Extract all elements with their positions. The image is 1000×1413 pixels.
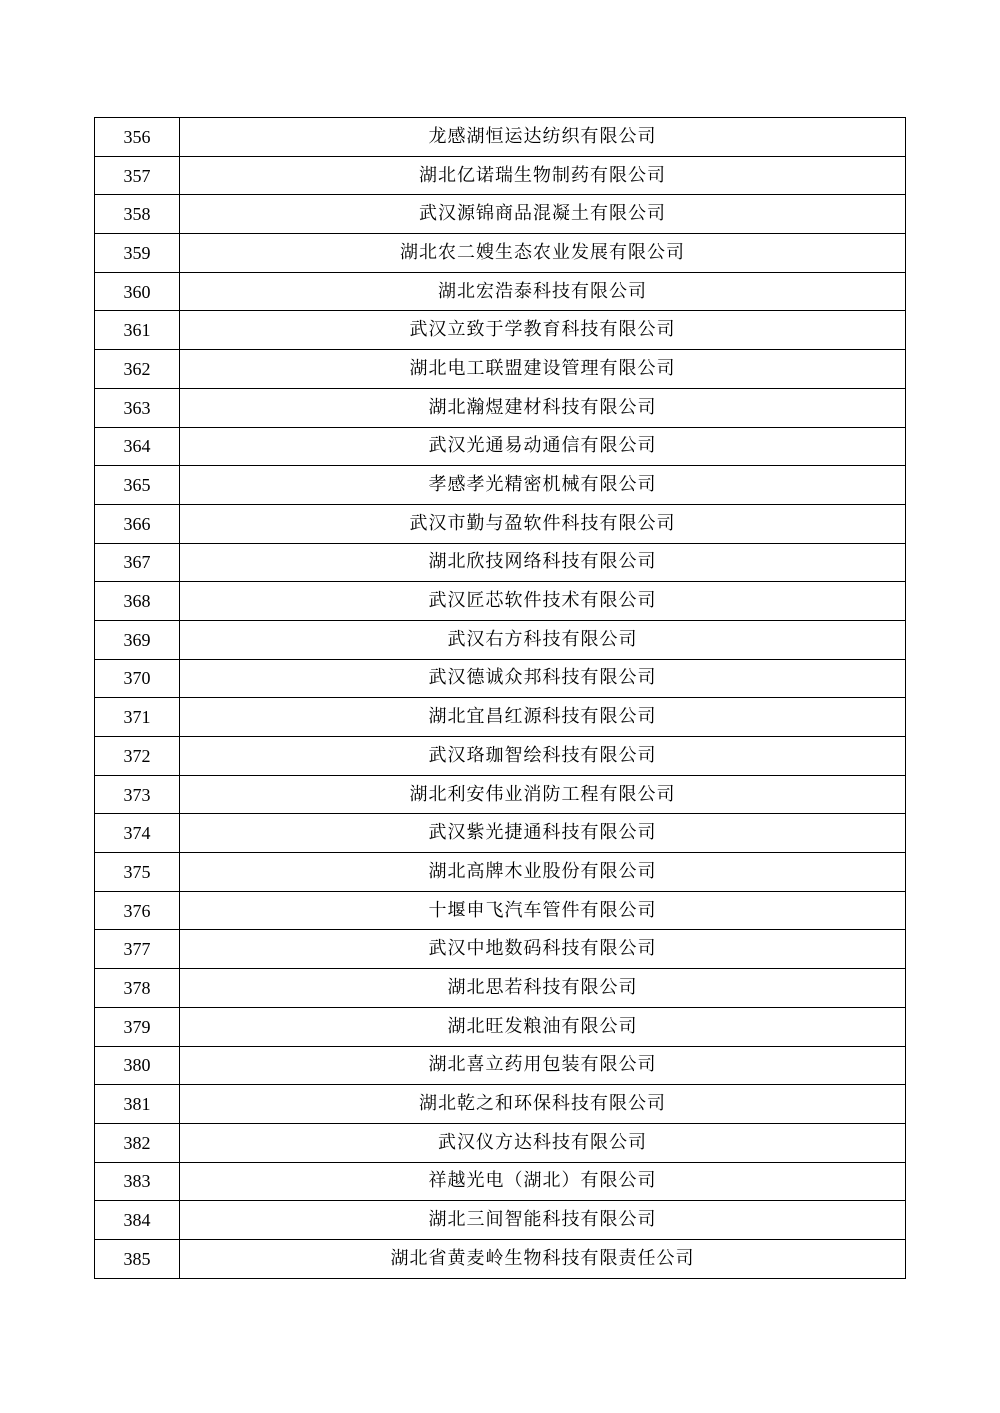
table-row bbox=[95, 388, 906, 427]
company-name: 湖北亿诺瑞生物制药有限公司 bbox=[180, 156, 906, 195]
company-name: 十堰申飞汽车管件有限公司 bbox=[180, 891, 906, 930]
table-row bbox=[95, 311, 906, 350]
table-row bbox=[95, 272, 906, 311]
table-row bbox=[95, 1046, 906, 1085]
table-row bbox=[95, 1007, 906, 1046]
table-row bbox=[95, 814, 906, 853]
row-number: 376 bbox=[95, 891, 180, 930]
company-name: 湖北电工联盟建设管理有限公司 bbox=[180, 350, 906, 389]
row-number: 374 bbox=[95, 814, 180, 853]
row-number: 370 bbox=[95, 659, 180, 698]
row-number: 381 bbox=[95, 1085, 180, 1124]
company-name: 武汉中地数码科技有限公司 bbox=[180, 930, 906, 969]
table-row bbox=[95, 1239, 906, 1278]
table-row bbox=[95, 737, 906, 776]
table-row bbox=[95, 1085, 906, 1124]
row-number: 366 bbox=[95, 504, 180, 543]
company-name: 湖北旺发粮油有限公司 bbox=[180, 1007, 906, 1046]
row-number: 384 bbox=[95, 1201, 180, 1240]
company-name: 武汉右方科技有限公司 bbox=[180, 620, 906, 659]
company-name: 湖北利安伟业消防工程有限公司 bbox=[180, 775, 906, 814]
table-row bbox=[95, 891, 906, 930]
company-name: 武汉紫光捷通科技有限公司 bbox=[180, 814, 906, 853]
company-name: 湖北三间智能科技有限公司 bbox=[180, 1201, 906, 1240]
company-name: 武汉光通易动通信有限公司 bbox=[180, 427, 906, 466]
company-name: 湖北瀚煜建材科技有限公司 bbox=[180, 388, 906, 427]
row-number: 385 bbox=[95, 1239, 180, 1278]
row-number: 373 bbox=[95, 775, 180, 814]
row-number: 377 bbox=[95, 930, 180, 969]
table-row bbox=[95, 620, 906, 659]
table-row bbox=[95, 698, 906, 737]
company-name: 湖北思若科技有限公司 bbox=[180, 969, 906, 1008]
company-name: 湖北农二嫂生态农业发展有限公司 bbox=[180, 234, 906, 273]
table-row bbox=[95, 118, 906, 157]
table-row bbox=[95, 775, 906, 814]
row-number: 363 bbox=[95, 388, 180, 427]
row-number: 365 bbox=[95, 466, 180, 505]
company-name: 孝感孝光精密机械有限公司 bbox=[180, 466, 906, 505]
row-number: 360 bbox=[95, 272, 180, 311]
row-number: 356 bbox=[95, 118, 180, 157]
table-row bbox=[95, 427, 906, 466]
company-name: 湖北宏浩泰科技有限公司 bbox=[180, 272, 906, 311]
company-name: 武汉珞珈智绘科技有限公司 bbox=[180, 737, 906, 776]
table-row bbox=[95, 466, 906, 505]
table-row bbox=[95, 1123, 906, 1162]
table-row bbox=[95, 234, 906, 273]
company-name: 湖北乾之和环保科技有限公司 bbox=[180, 1085, 906, 1124]
row-number: 380 bbox=[95, 1046, 180, 1085]
table-row bbox=[95, 659, 906, 698]
company-name: 武汉源锦商品混凝土有限公司 bbox=[180, 195, 906, 234]
company-list-body bbox=[95, 118, 906, 1279]
company-name: 湖北欣技网络科技有限公司 bbox=[180, 543, 906, 582]
row-number: 367 bbox=[95, 543, 180, 582]
row-number: 379 bbox=[95, 1007, 180, 1046]
table-row bbox=[95, 504, 906, 543]
table-row bbox=[95, 350, 906, 389]
company-name: 祥越光电（湖北）有限公司 bbox=[180, 1162, 906, 1201]
row-number: 372 bbox=[95, 737, 180, 776]
company-name: 湖北宜昌红源科技有限公司 bbox=[180, 698, 906, 737]
table-row bbox=[95, 1162, 906, 1201]
company-name: 湖北高牌木业股份有限公司 bbox=[180, 853, 906, 892]
row-number: 383 bbox=[95, 1162, 180, 1201]
company-name: 武汉市勤与盈软件科技有限公司 bbox=[180, 504, 906, 543]
table-row bbox=[95, 156, 906, 195]
row-number: 378 bbox=[95, 969, 180, 1008]
row-number: 359 bbox=[95, 234, 180, 273]
row-number: 361 bbox=[95, 311, 180, 350]
company-name: 武汉匠芯软件技术有限公司 bbox=[180, 582, 906, 621]
table-row bbox=[95, 543, 906, 582]
company-list-table bbox=[94, 117, 906, 1279]
row-number: 357 bbox=[95, 156, 180, 195]
company-name: 龙感湖恒运达纺织有限公司 bbox=[180, 118, 906, 157]
row-number: 358 bbox=[95, 195, 180, 234]
company-name: 武汉仪方达科技有限公司 bbox=[180, 1123, 906, 1162]
row-number: 362 bbox=[95, 350, 180, 389]
company-name: 武汉德诚众邦科技有限公司 bbox=[180, 659, 906, 698]
row-number: 368 bbox=[95, 582, 180, 621]
company-name: 湖北省黄麦岭生物科技有限责任公司 bbox=[180, 1239, 906, 1278]
table-row bbox=[95, 1201, 906, 1240]
table-row bbox=[95, 969, 906, 1008]
row-number: 371 bbox=[95, 698, 180, 737]
row-number: 375 bbox=[95, 853, 180, 892]
table-row bbox=[95, 582, 906, 621]
company-name: 湖北喜立药用包装有限公司 bbox=[180, 1046, 906, 1085]
table-row bbox=[95, 930, 906, 969]
table-row bbox=[95, 195, 906, 234]
row-number: 382 bbox=[95, 1123, 180, 1162]
table-row bbox=[95, 853, 906, 892]
row-number: 369 bbox=[95, 620, 180, 659]
company-name: 武汉立致于学教育科技有限公司 bbox=[180, 311, 906, 350]
row-number: 364 bbox=[95, 427, 180, 466]
